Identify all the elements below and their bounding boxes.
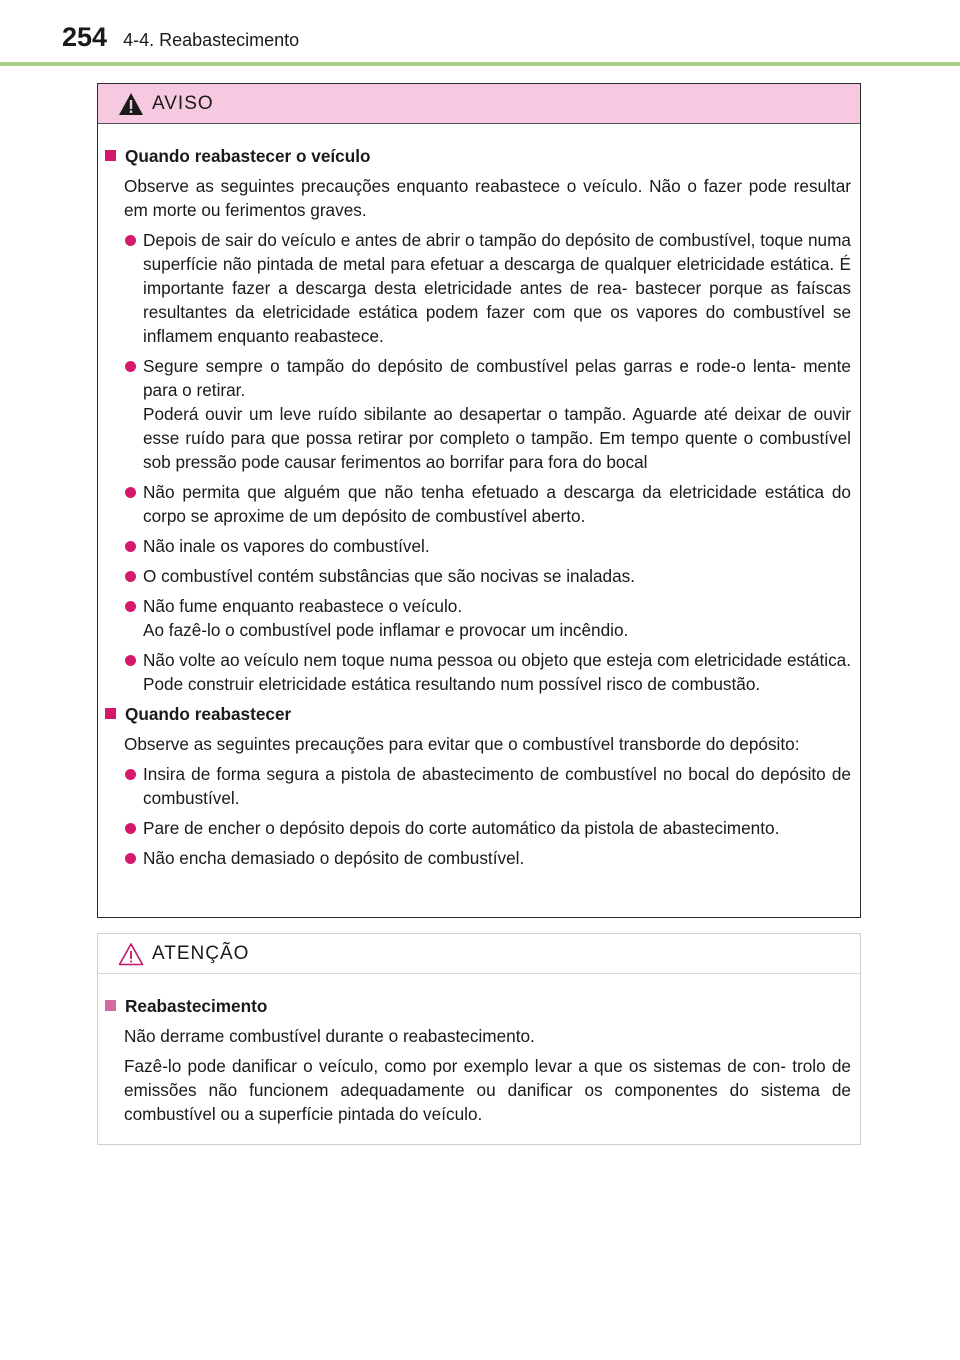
caution-body [98,974,860,1126]
bullet-text: Não encha demasiado o depósito de combustível. [143,848,525,868]
round-bullet-icon [125,487,136,498]
bullet-text: Pode construir eletricidade estática resultando num possível risco de combustão. [143,674,761,694]
bullet-item [104,354,851,474]
square-bullet-icon [105,1000,116,1011]
square-bullet-icon [105,708,116,719]
bullet-item [104,534,851,558]
subheading [104,702,851,726]
bullet-text: Ao fazê-lo o combustível pode inflamar e provocar um incêndio. [143,620,629,640]
warning-box-header [98,84,860,124]
subheading [104,994,851,1018]
caution-title: ATENÇÃO [152,942,250,964]
round-bullet-icon [125,361,136,372]
subheading-text: Reabastecimento [125,996,268,1016]
bullet-text: O combustível contém substâncias que são nocivas se inaladas. [143,566,636,586]
caution-box-header [98,934,860,974]
subheading [104,144,851,168]
bullet-text: Não inale os vapores do combustível. [143,536,430,556]
bullet-text: Não volte ao veículo nem toque numa pessoa ou objeto que esteja com eletricidade estática. [143,650,851,670]
bullet-item [104,648,851,696]
round-bullet-icon [125,655,136,666]
warning-box [97,83,861,918]
page-number: 254 [62,22,108,52]
paragraph: Observe as seguintes precauções para evitar que o combustível transborde do depósito: [124,734,800,754]
section-title: 4-4. Reabastecimento [123,30,300,50]
bullet-item [104,762,851,810]
bullet-item [104,816,851,840]
warning-triangle-icon [118,92,144,116]
bullet-item [104,228,851,348]
bullet-text: Depois de sair do veículo e antes de abrir o tampão do depósito de combustível, toque numa superfície não pintada de metal para efetuar a descarga de qualquer eletricidade estática. É importante fazer a descarga desta eletricidade antes de rea- bastecer porque as faíscas resultantes da eletricidade estática podem fazer com que os vapores do combustível se inflamem enquanto reabastece. [143,230,851,346]
bullet-text: Poderá ouvir um leve ruído sibilante ao desapertar o tampão. Aguarde até deixar de ouvir esse ruído para que possa retirar por completo o tampão. Em tempo quente o combustível sob pressão pode causar ferimentos ao borrifar para fora do bocal [143,404,851,472]
warning-title: AVISO [152,92,214,114]
round-bullet-icon [125,601,136,612]
bullet-item [104,846,851,870]
bullet-text: Não permita que alguém que não tenha efetuado a descarga da eletricidade estática do corpo se aproxime de um depósito de combustível aberto. [143,482,851,526]
round-bullet-icon [125,853,136,864]
bullet-text: Insira de forma segura a pistola de abastecimento de combustível no bocal do depósito de combustível. [143,764,851,808]
subheading-text: Quando reabastecer [125,704,292,724]
bullet-text: Segure sempre o tampão do depósito de combustível pelas garras e rode-o lenta- mente para o retirar. [143,356,851,400]
bullet-item [104,594,851,642]
round-bullet-icon [125,571,136,582]
bullet-text: Pare de encher o depósito depois do corte automático da pistola de abastecimento. [143,818,780,838]
bullet-text: Não fume enquanto reabastece o veículo. [143,596,463,616]
paragraph: Fazê-lo pode danificar o veículo, como por exemplo levar a que os sistemas de con- trolo de emissões não funcionem adequadamente ou danificar os componentes do sistema de combustível ou a superfície pintada do veículo. [124,1056,851,1124]
warning-body [98,124,860,870]
round-bullet-icon [125,823,136,834]
round-bullet-icon [125,541,136,552]
page-header [62,22,299,62]
round-bullet-icon [125,769,136,780]
header-rule [0,62,960,66]
bullet-item [104,564,851,588]
paragraph: Não derrame combustível durante o reabastecimento. [124,1026,535,1046]
caution-box [97,933,861,1145]
subheading-text: Quando reabastecer o veículo [125,146,371,166]
square-bullet-icon [105,150,116,161]
bullet-item [104,480,851,528]
round-bullet-icon [125,235,136,246]
caution-triangle-icon [118,942,144,966]
paragraph: Observe as seguintes precauções enquanto reabastece o veículo. Não o fazer pode resultar em morte ou ferimentos graves. [124,176,851,220]
